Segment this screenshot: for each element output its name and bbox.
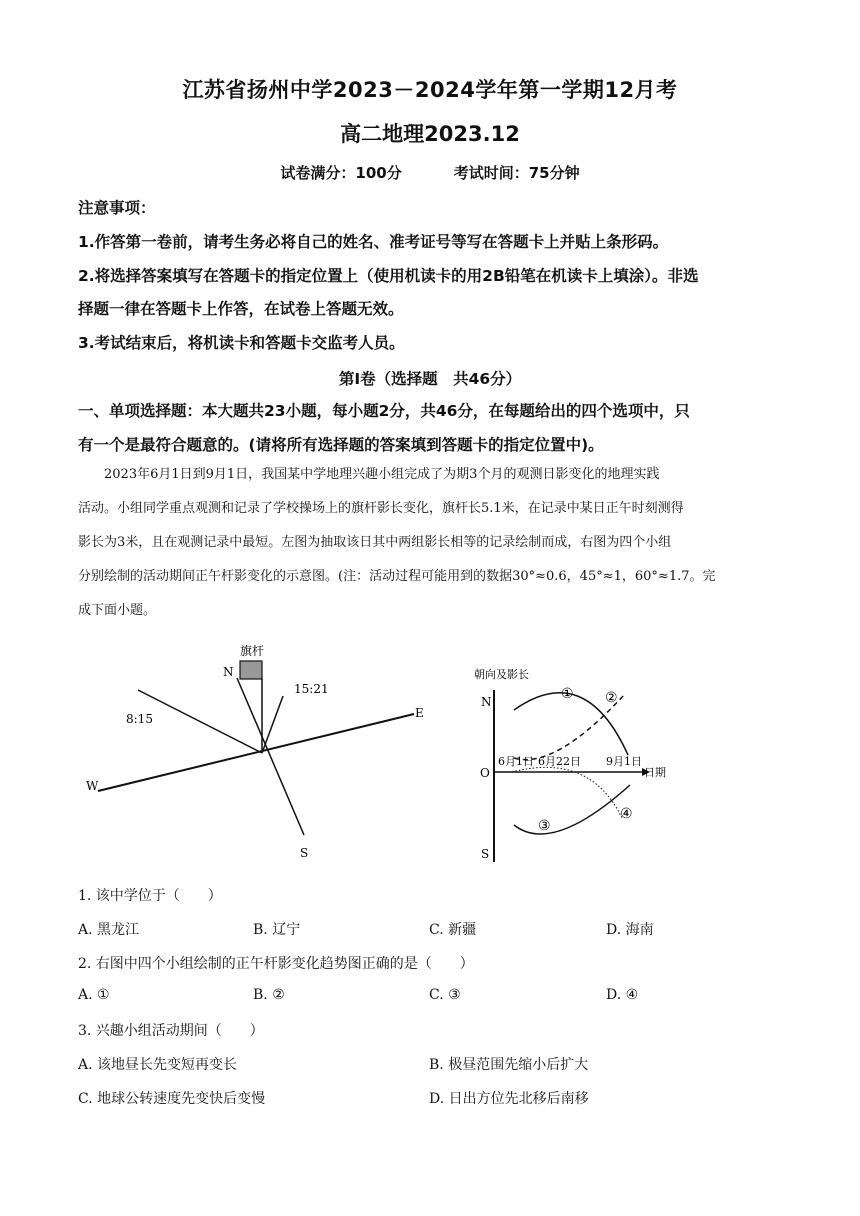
question-3-option-c[interactable]: C. 地球公转速度先变快后变慢 [78,1091,266,1107]
flagpole-shadow-diagram [80,632,450,870]
section-title: 第Ⅰ卷（选择题 共46分） [338,370,522,388]
time-label-15-21: 15:21 [294,682,329,696]
flagpole-top [240,661,262,679]
curve-4 [512,767,622,818]
curve-2-label: ② [605,690,618,706]
date-axis-title: 日期 [644,766,666,779]
passage-line-1: 2023年6月1日到9月1日，我国某中学地理兴趣小组完成了为期3个月的观测日影变化的地理实践 [104,467,660,482]
axis-o-label: O [480,766,490,780]
exam-title: 江苏省扬州中学2023－2024学年第一学期12月考 [182,78,678,102]
date-label-jun-22: 6月22日 [538,755,581,768]
noon-shadow-trend-diagram [470,660,680,870]
notice-heading: 注意事项： [78,199,156,217]
section-instructions-line-2: 有一个是最符合题意的。(请将所有选择题的答案填到答题卡的指定位置中)。 [78,436,604,454]
question-2-option-b[interactable]: B. ② [253,987,285,1003]
question-2-option-a[interactable]: A. ① [78,987,110,1003]
question-2-option-c[interactable]: C. ③ [429,987,461,1003]
question-3-stem: 3. 兴趣小组活动期间（ ） [78,1023,264,1039]
question-3-option-b[interactable]: B. 极昼范围先缩小后扩大 [429,1057,589,1073]
exam-meta [0,162,860,183]
notice-item-2-line-2: 择题一律在答题卡上作答，在试卷上答题无效。 [78,300,404,318]
shadow-line-15-21 [262,696,283,753]
notice-item-3: 3.考试结束后，将机读卡和答题卡交监考人员。 [78,334,405,352]
north-south-line [237,678,304,835]
exam-time: 考试时间：75分钟 [453,164,580,182]
question-3-option-a[interactable]: A. 该地昼长先变短再变长 [78,1057,238,1073]
question-2-option-d[interactable]: D. ④ [606,987,639,1003]
flagpole-label: 旗杆 [240,644,265,658]
curve-3 [514,785,630,834]
passage-line-4: 分别绘制的活动期间正午杆影变化的示意图。(注：活动过程可能用到的数据30°≈0.6，45°≈1，60°≈1.7。完 [78,569,716,584]
section-instructions-line-1: 一、单项选择题：本大题共23小题，每小题2分，共46分，在每题给出的四个选项中，只 [78,402,690,420]
question-1-stem: 1. 该中学位于（ ） [78,888,222,904]
date-label-sep-1: 9月1日 [606,755,642,768]
notice-item-2-line-1: 2.将选择答案填写在答题卡的指定位置上（使用机读卡的用2B铅笔在机读卡上填涂）。非选 [78,267,699,285]
question-3-option-d[interactable]: D. 日出方位先北移后南移 [429,1091,589,1107]
passage-line-5: 成下面小题。 [78,603,157,618]
south-label: S [300,846,309,860]
question-1-option-d[interactable]: D. 海南 [606,922,654,938]
question-1-option-b[interactable]: B. 辽宁 [253,922,301,938]
axis-s-label: S [481,847,490,861]
full-score: 试卷满分：100分 [280,164,402,182]
question-2-stem: 2. 右图中四个小组绘制的正午杆影变化趋势图正确的是（ ） [78,956,474,972]
west-label: W [86,779,99,793]
exam-subtitle: 高二地理2023.12 [340,122,520,146]
time-label-8-15: 8:15 [126,712,153,726]
passage-line-3: 影长为3米，且在观测记录中最短。左图为抽取该日其中两组影长相等的记录绘制而成，右图为四个小组 [78,535,672,550]
curve-1-label: ① [561,686,574,702]
curve-4-label: ④ [620,806,633,822]
passage-line-2: 活动。小组同学重点观测和记录了学校操场上的旗杆影长变化，旗杆长5.1米，在记录中某日正午时刻测得 [78,501,684,516]
shadow-line-8-15 [138,690,262,753]
question-1-option-a[interactable]: A. 黑龙江 [78,922,140,938]
east-label: E [415,706,424,720]
question-1-option-c[interactable]: C. 新疆 [429,922,477,938]
axis-n-label: N [481,695,492,709]
date-label-jun-1: 6月1日 [498,755,534,768]
curve-3-label: ③ [538,818,551,834]
y-axis-title: 朝向及影长 [474,668,529,681]
notice-item-1: 1.作答第一卷前，请考生务必将自己的姓名、准考证号等写在答题卡上并贴上条形码。 [78,233,669,251]
north-label: N [223,665,234,679]
